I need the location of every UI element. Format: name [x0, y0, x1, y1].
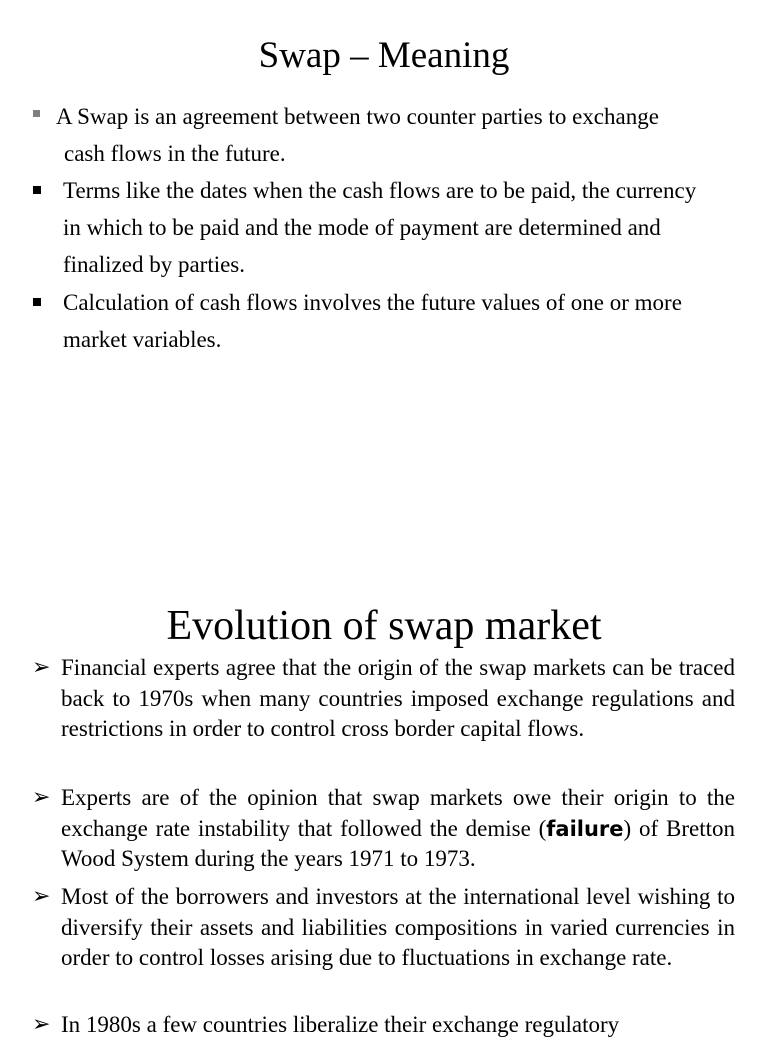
- square-bullet-icon: [33, 110, 40, 117]
- slide-title: Swap – Meaning: [258, 35, 510, 76]
- bullet-text: Terms like the dates when the cash flows are to be paid, the currency in which to be paid and the mode of payment are determined and finalized by parties.: [63, 178, 697, 277]
- square-bullet-icon: [33, 298, 41, 306]
- bullet-text: Most of the borrowers and investors at the international level wishing to diversify their assets and liabilities compositions in varied currencies in order to control losses arising due to fluctuations in exchange rate.: [61, 884, 735, 970]
- arrow-bullet-icon: ➢: [32, 655, 51, 680]
- bullet-text-line: cash flows in the future.: [64, 141, 286, 166]
- bullet-item: [0, 284, 768, 358]
- bullet-text-part: ) of Bretton Wood System during the years 1971 to 1973.: [61, 815, 735, 871]
- bullet-text: Calculation of cash flows involves the future values of one or more market variables.: [63, 290, 682, 352]
- slide-title: Evolution of swap market: [166, 603, 602, 649]
- bullet-item: [0, 882, 768, 974]
- arrow-bullet-icon: ➢: [32, 1012, 51, 1037]
- bullet-text-line: A Swap is an agreement between two counter parties to exchange: [56, 104, 659, 129]
- bullet-item: [0, 783, 768, 875]
- bullet-text-part: Experts are of the opinion that swap markets owe their origin to the exchange rate instability that followed the demise (: [61, 785, 735, 841]
- arrow-bullet-icon: ➢: [32, 785, 51, 810]
- bold-term: failure: [546, 816, 624, 841]
- slide-evolution-of-swap-market: [0, 590, 768, 1037]
- bullet-text: Financial experts agree that the origin of the swap markets can be traced back to 1970s when many countries imposed exchange regulations and restrictions in order to control cross border capital flows.: [61, 655, 735, 741]
- square-bullet-icon: [33, 186, 41, 194]
- bullet-item: [0, 653, 768, 745]
- bullet-text: [61, 783, 735, 875]
- bullet-item: [0, 1010, 768, 1041]
- bullet-item: [0, 98, 768, 172]
- bullet-text: In 1980s a few countries liberalize their exchange regulatory: [61, 1012, 620, 1037]
- arrow-bullet-icon: ➢: [32, 884, 51, 909]
- bullet-item: [0, 172, 768, 283]
